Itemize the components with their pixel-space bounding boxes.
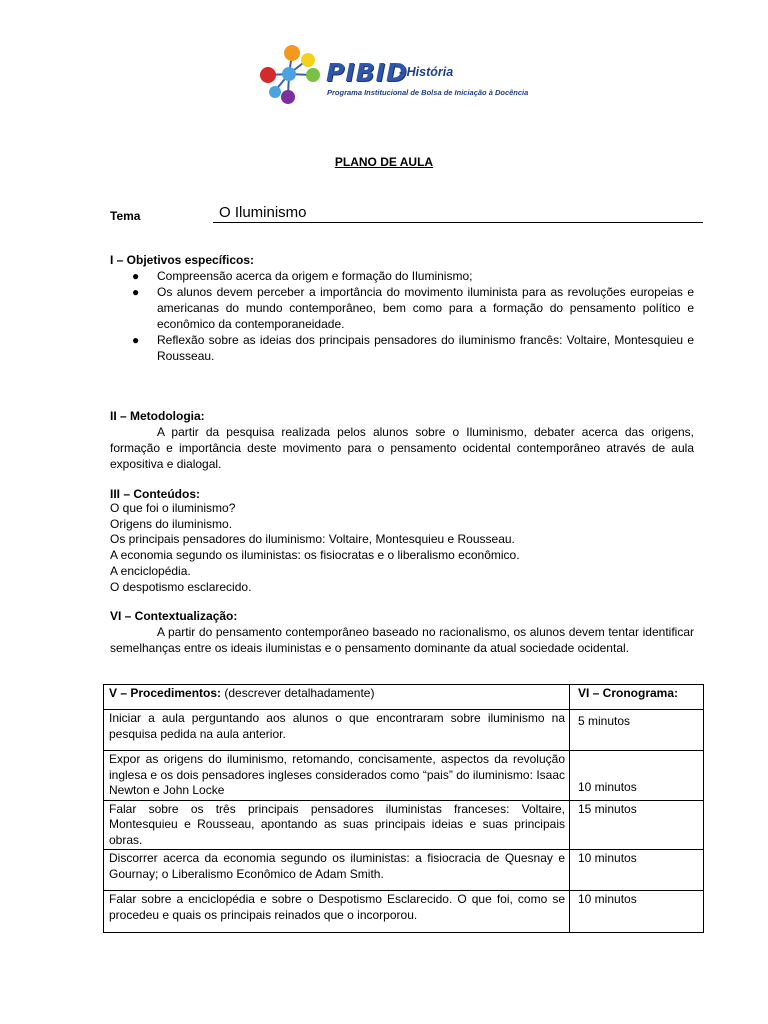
procedimento-cell: Falar sobre os três principais pensadores iluministas franceses: Voltaire, Montesquieu e Rousseau, apontando as suas principais ideias e suas principais obras. <box>104 800 570 850</box>
list-item: O que foi o iluminismo? <box>110 501 236 515</box>
metodologia-text: A partir da pesquisa realizada pelos alunos sobre o Iluminismo, debater acerca das origens, formação e importância deste movimento para o pensamento ocidental contemporâneo através de aula expositiva e dialogal. <box>110 425 694 471</box>
list-item <box>110 268 694 284</box>
table-row <box>104 850 704 891</box>
contextualizacao-heading: VI – Contextualização: <box>110 609 238 623</box>
bullet-icon: ● <box>132 285 140 299</box>
table-row <box>104 800 704 850</box>
tema-value: O Iluminismo <box>219 204 307 221</box>
tempo-cell: 10 minutos <box>570 850 704 891</box>
logo-subtitle: Programa Institucional de Bolsa de Iniciação à Docência <box>327 88 529 97</box>
objetivos-list <box>110 268 694 364</box>
tempo-cell: 10 minutos <box>570 751 704 801</box>
tempo-cell: 15 minutos <box>570 800 704 850</box>
bullet-icon: ● <box>132 269 140 283</box>
page-title: PLANO DE AULA <box>334 155 434 169</box>
procedimento-cell: Iniciar a aula perguntando aos alunos o que encontraram sobre iluminismo na pesquisa pedida na aula anterior. <box>104 710 570 751</box>
conteudos-heading: III – Conteúdos: <box>110 487 200 501</box>
objetivos-heading: I – Objetivos específicos: <box>110 253 255 267</box>
procedimentos-table <box>103 684 704 933</box>
objetivo-text: Os alunos devem perceber a importância do movimento iluminista para as revoluções europeias e americanas do mundo contemporâneo, bem como para a formação do pensamento político e econômico da contemporaneidade. <box>157 285 694 331</box>
procedimento-cell: Falar sobre a enciclopédia e sobre o Despotismo Esclarecido. O que foi, como se procedeu e quais os principais reinados que o incorporou. <box>104 891 570 933</box>
logo-pibid-text: PIBID <box>326 58 408 87</box>
table-row <box>104 751 704 801</box>
contextualizacao-text: A partir do pensamento contemporâneo baseado no racionalismo, os alunos devem tentar identificar semelhanças entre os ideais iluministas e o pensamento dominante da atual sociedade ocidental. <box>110 625 694 655</box>
list-item <box>110 284 694 332</box>
list-item: O despotismo esclarecido. <box>110 579 252 594</box>
procedimento-cell: Expor as origens do iluminismo, retomando, concisamente, aspectos da revolução inglesa e os dois pensadores ingleses considerados como “pais” do iluminismo: Isaac Newton e John Locke <box>104 751 570 801</box>
logo-historia-text: - História <box>399 65 454 79</box>
tema-label: Tema <box>110 209 141 223</box>
metodologia-heading: II – Metodologia: <box>110 409 205 423</box>
list-item <box>110 332 694 364</box>
list-item: A economia segundo os iluministas: os fisiocratas e o liberalismo econômico. <box>110 548 520 563</box>
objetivo-text: Reflexão sobre as ideias dos principais pensadores do iluminismo francês: Voltaire, Montesquieu e Rousseau. <box>157 333 694 363</box>
table-header-row <box>104 685 704 710</box>
tempo-cell: 10 minutos <box>570 891 704 933</box>
table-row <box>104 891 704 933</box>
bullet-icon: ● <box>132 333 140 347</box>
tema-underline <box>213 222 703 223</box>
table-row <box>104 710 704 751</box>
cronograma-header: VI – Cronograma: <box>570 685 704 710</box>
list-item: Origens do iluminismo. <box>110 516 233 531</box>
procedimentos-header: V – Procedimentos: (descrever detalhadamente) <box>104 685 570 710</box>
procedimento-cell: Discorrer acerca da economia segundo os iluministas: a fisiocracia de Quesnay e Gournay; o Liberalismo Econômico de Adam Smith. <box>104 850 570 891</box>
objetivo-text: Compreensão acerca da origem e formação do Iluminismo; <box>157 269 473 283</box>
conteudos-list <box>110 501 520 595</box>
tempo-cell: 5 minutos <box>570 710 704 751</box>
list-item: Os principais pensadores do iluminismo: Voltaire, Montesquieu e Rousseau. <box>110 532 515 547</box>
list-item: A enciclopédia. <box>110 563 191 578</box>
